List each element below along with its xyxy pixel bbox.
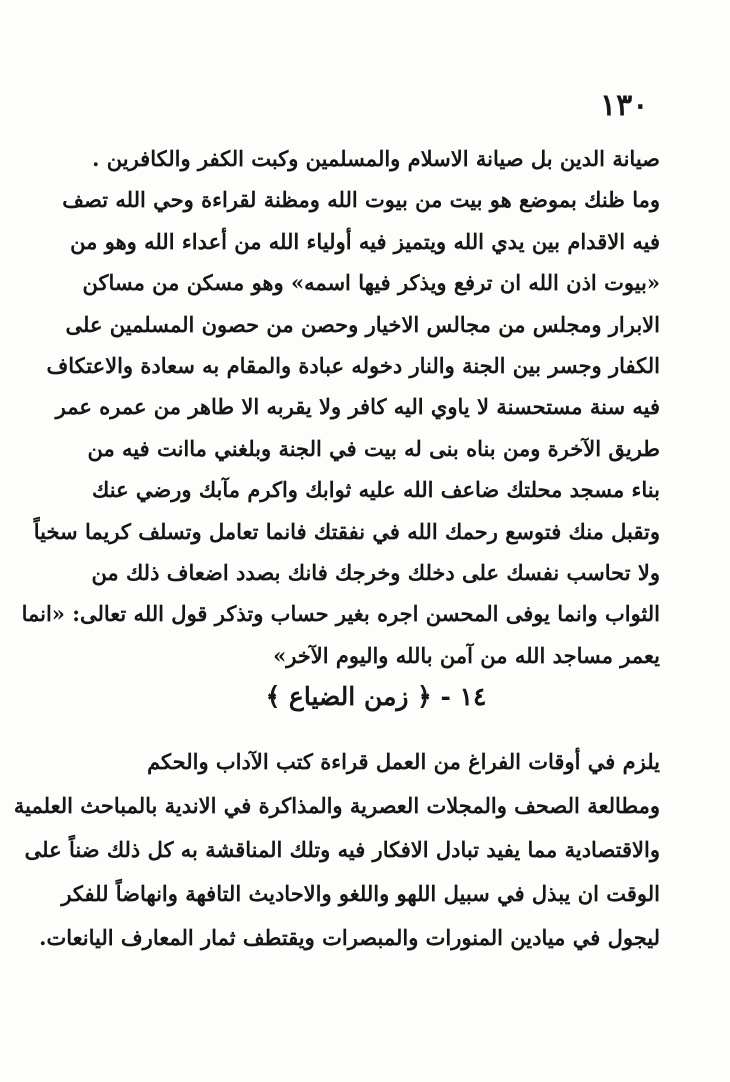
text-line: صيانة الدين بل صيانة الاسلام والمسلمين وكبت الكفر والكافرين .	[92, 146, 660, 171]
text-line: فيه الاقدام بين يدي الله ويتميز فيه أولياء الله من أعداء الله وهو من	[70, 228, 660, 254]
text-line: «بيوت اذن الله ان ترفع ويذكر فيها اسمه» وهو مسكن من مساكن	[82, 270, 660, 296]
section-heading: ١٤ - ﴿ زمن الضياع ﴾	[265, 682, 487, 711]
paragraph-mosque	[21, 138, 660, 676]
text-line: الثواب وانما يوفى المحسن اجره بغير حساب وتذكر قول الله تعالى: «انما	[21, 601, 660, 627]
text-line: ولا تحاسب نفسك على دخلك وخرجك فانك بصدد اضعاف ذلك من	[91, 560, 660, 586]
text-line: بناء مسجد محلتك ضاعف الله عليه ثوابك واكرم مآبك ورضي عنك	[92, 477, 660, 503]
text-line: والاقتصادية مما يفيد تبادل الافكار فيه وتلك المناقشة به كل ذلك ضناً على	[24, 837, 660, 862]
text-line: الابرار ومجلس من مجالس الاخيار وحصن من حصون المسلمين على	[65, 311, 660, 337]
text-line: فيه سنة مستحسنة لا ياوي اليه كافر ولا يقربه الا طاهر من عمره عمر	[55, 394, 660, 420]
text-line: الوقت ان يبذل في سبيل اللهو واللغو والاحاديث التافهة وانهاضاً للفكر	[61, 881, 660, 906]
text-line: الكفار وجسر بين الجنة والنار دخوله عبادة والمقام به سعادة والاعتكاف	[46, 353, 660, 379]
text-line: ليجول في ميادين المنورات والمبصرات ويقتطف ثمار المعارف اليانعات.	[39, 925, 660, 950]
text-line: طريق الآخرة ومن بناه بنى له بيت في الجنة وبلغني ماانت فيه من	[87, 435, 660, 461]
text-line: يلزم في أوقات الفراغ من العمل قراءة كتب الآداب والحكم	[147, 749, 660, 774]
text-line: ومطالعة الصحف والمجلات العصرية والمذاكرة في الاندية بالمباحث العلمية	[13, 793, 660, 818]
text-line: يعمر مساجد الله من آمن بالله واليوم الآخر»	[273, 642, 660, 668]
paragraph-leisure	[13, 740, 660, 960]
page-number: ١٣٠	[600, 88, 649, 123]
text-line: وما ظنك بموضع هو بيت من بيوت الله ومظنة لقراءة وحي الله تصف	[62, 187, 660, 213]
text-line: وتقبل منك فتوسع رحمك الله في نفقتك فانما تعامل وتسلف كريما سخياً	[33, 518, 660, 544]
